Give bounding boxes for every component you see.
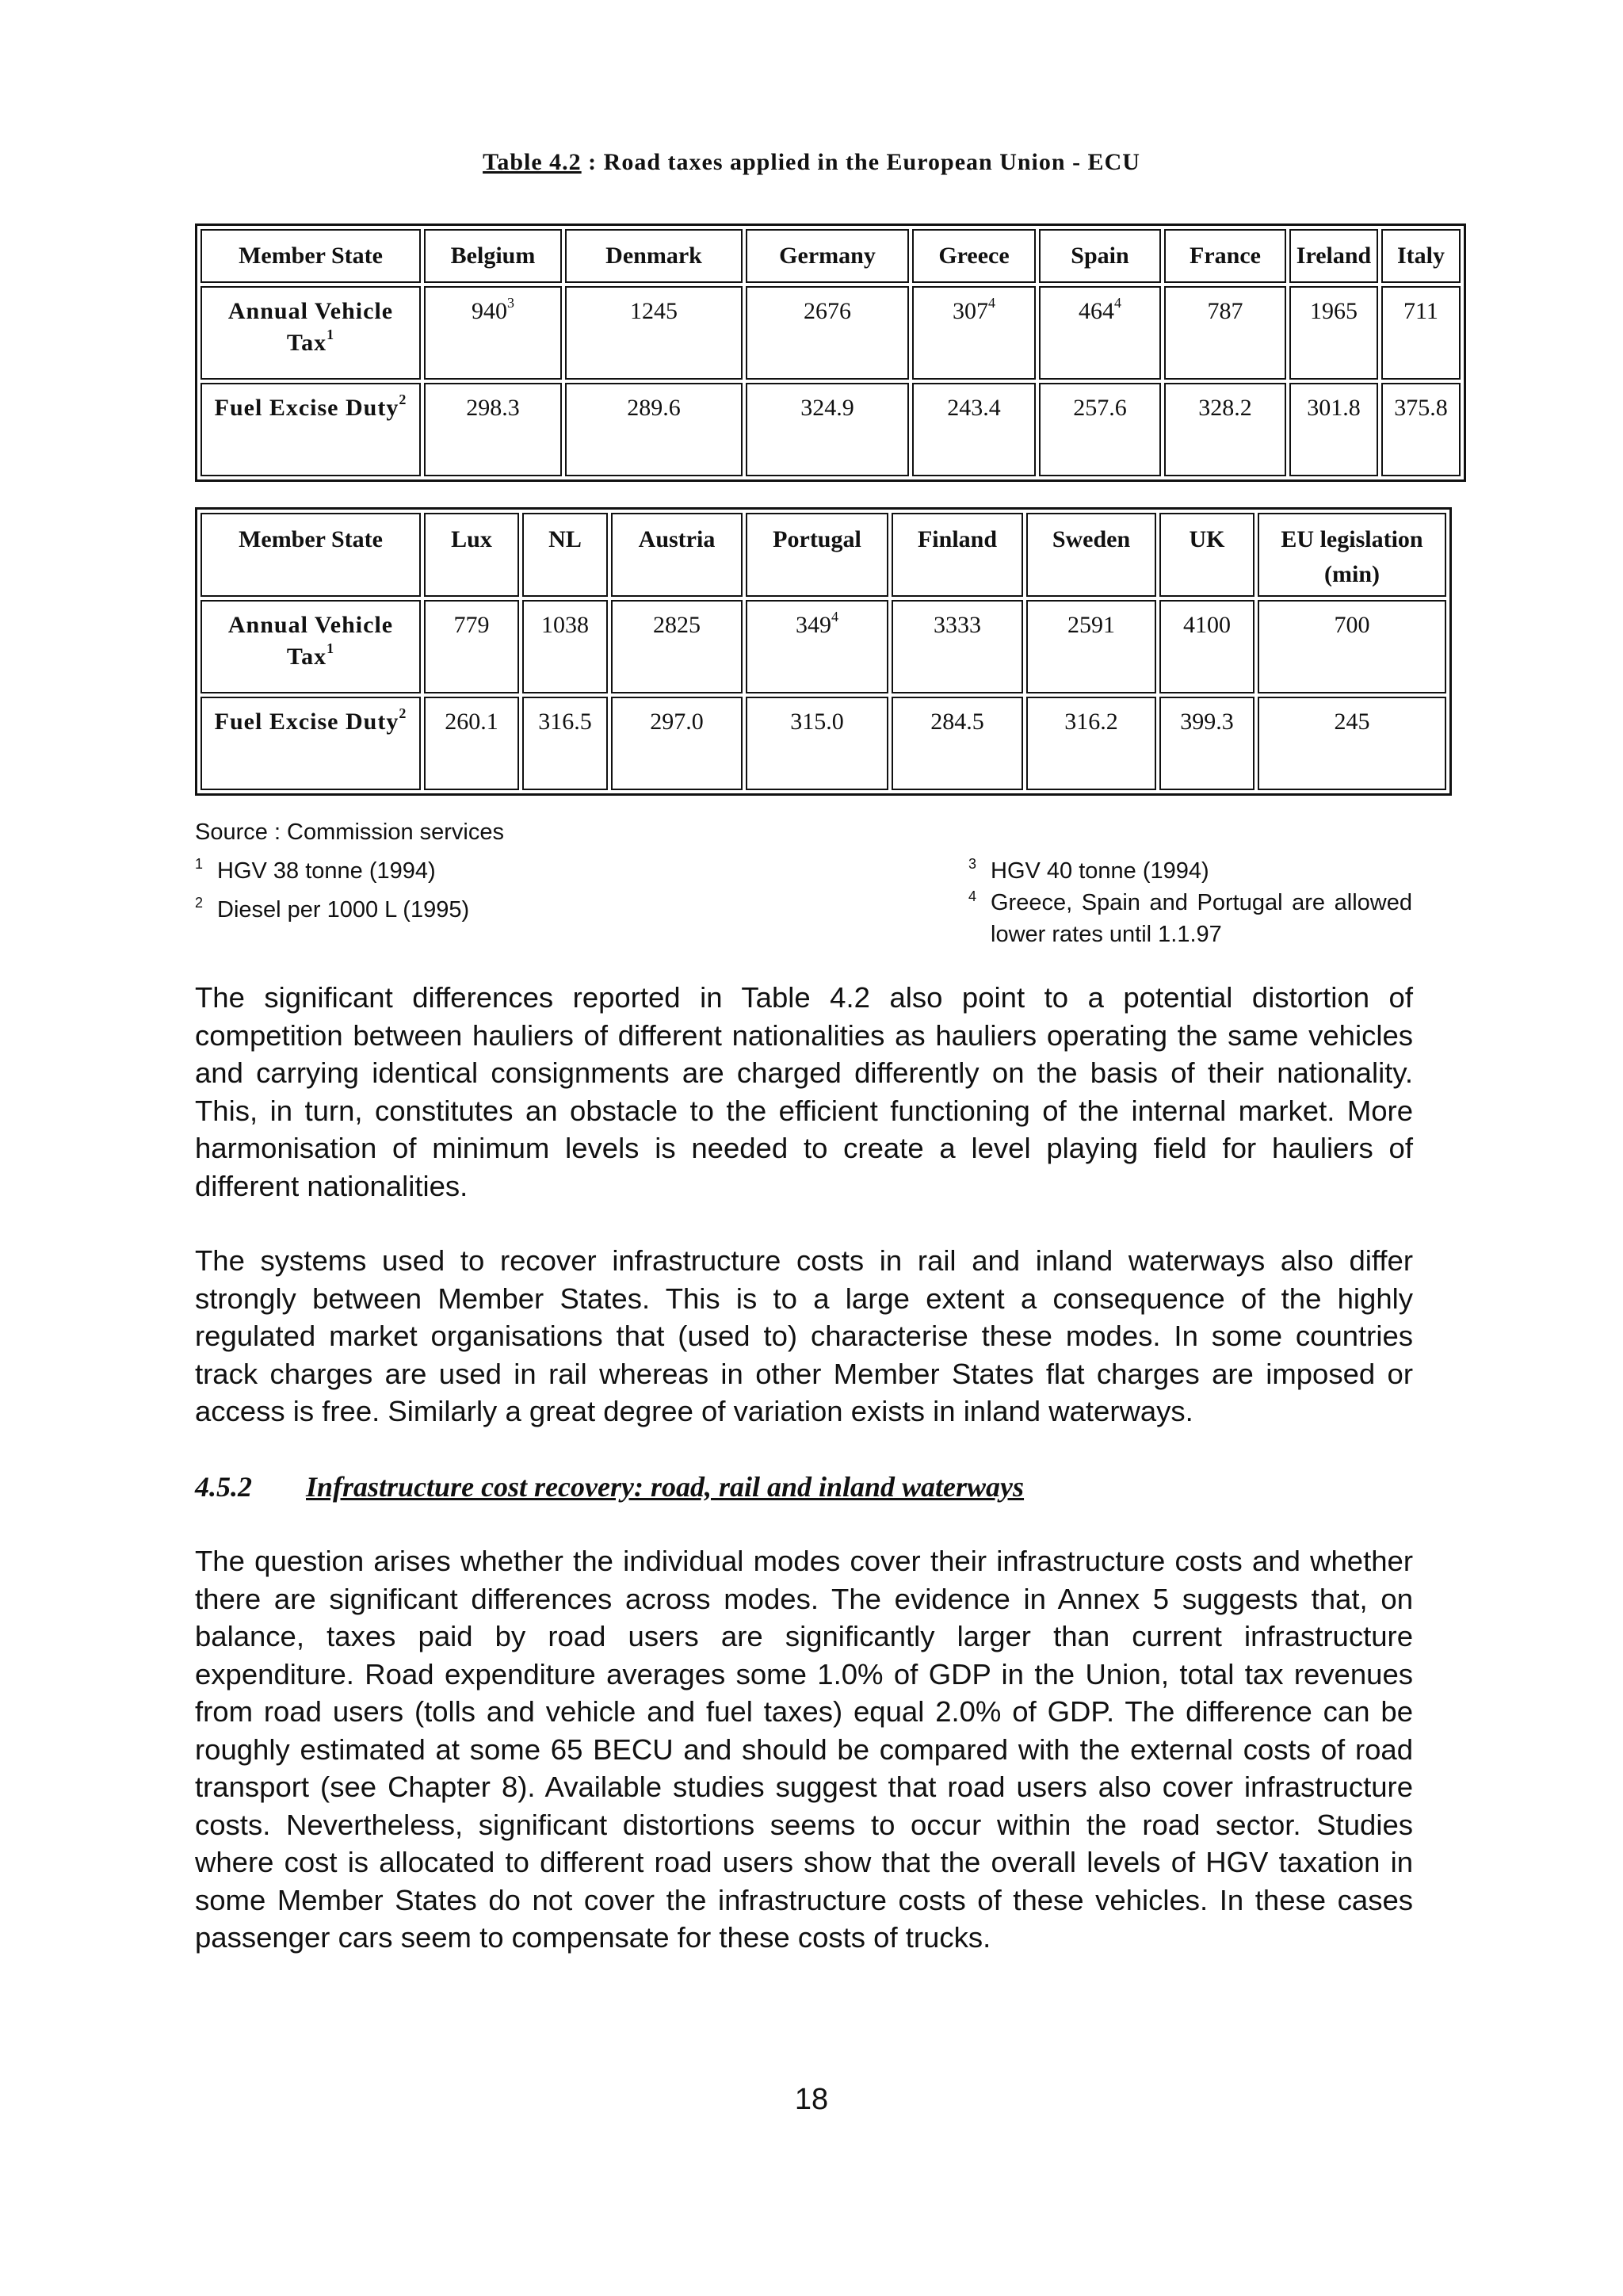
body-paragraph: The systems used to recover infrastructure costs in rail and inland waterways also differ strongly between Member States. This is to a large extent a consequence of the highly regulated market organisations that (used to) characterise these modes. In some countries track charges are used in rail whereas in other Member States flat charges are imposed or access is free. Similarly a great degree of variation exists in inland waterways.	[195, 1244, 1413, 1427]
road-tax-table-2	[195, 507, 1452, 796]
row-label: Fuel Excise Duty$^2$	[200, 383, 421, 476]
table-cell: 297.0	[611, 697, 743, 790]
table2-header-cell: Sweden	[1026, 513, 1156, 597]
table-caption	[0, 149, 1623, 176]
row-label: Fuel Excise Duty$^2$	[200, 697, 421, 790]
road-tax-table-1	[195, 223, 1466, 482]
table-cell: $464^4$	[1039, 286, 1161, 380]
page-number: 18	[794, 2083, 829, 2116]
table-caption-label: Table 4.2	[483, 149, 582, 175]
table-cell: 260.1	[424, 697, 519, 790]
table2-header-row	[200, 513, 1446, 597]
table2-header-cell: EU legislation (min)	[1258, 513, 1446, 597]
table-cell: 700	[1258, 600, 1446, 693]
row-label: Annual Vehicle Tax$^1$	[200, 600, 421, 693]
table2-header-cell: Member State	[200, 513, 421, 597]
footnote-3: 3 HGV 40 tonne (1994)	[968, 856, 1209, 884]
table-cell: 289.6	[565, 383, 743, 476]
table-cell: $307^4$	[912, 286, 1036, 380]
table-cell: 787	[1164, 286, 1286, 380]
table2-annual-vehicle-tax-row	[200, 600, 1446, 693]
table2-header-cell: NL	[522, 513, 608, 597]
table1-header-cell: Greece	[912, 229, 1036, 283]
table2-header-cell: UK	[1159, 513, 1254, 597]
table-cell: 2676	[746, 286, 909, 380]
table-cell: 301.8	[1289, 383, 1378, 476]
table-cell: $349^4$	[746, 600, 888, 693]
table-caption-text: : Road taxes applied in the European Union - ECU	[581, 149, 1140, 175]
table-cell: 316.2	[1026, 697, 1156, 790]
footnote-1: 1 HGV 38 tonne (1994)	[195, 856, 436, 884]
table1-annual-vehicle-tax-row	[200, 286, 1461, 380]
table-cell: 243.4	[912, 383, 1036, 476]
table2-header-cell: Portugal	[746, 513, 888, 597]
table1-header-cell: France	[1164, 229, 1286, 283]
table2-header-cell: Lux	[424, 513, 519, 597]
table-cell: 779	[424, 600, 519, 693]
table-cell: 298.3	[424, 383, 562, 476]
table-cell: 3333	[892, 600, 1023, 693]
table-cell: 2825	[611, 600, 743, 693]
table2-fuel-excise-duty-row	[200, 697, 1446, 790]
table1-header-cell: Germany	[746, 229, 909, 283]
table-cell: 315.0	[746, 697, 888, 790]
table-cell: 257.6	[1039, 383, 1161, 476]
body-paragraph: The question arises whether the individual modes cover their infrastructure costs and whether there are significant differences across modes. The evidence in Annex 5 suggests that, on balance, taxes paid by road users are significantly larger than current infrastructure expenditure. Road expenditure averages some 1.0% of GDP in the Union, total tax revenues from road users (tolls and vehicle and fuel taxes) equal 2.0% of GDP. The difference can be roughly estimated at some 65 BECU and should be compared with the external costs of road transport (see Chapter 8). Available studies suggest that road users also cover infrastructure costs. Nevertheless, significant distortions seems to occur within the road sector. Studies where cost is allocated to different road users show that the overall levels of HGV taxation in some Member States do not cover the infrastructure costs of these vehicles. In these cases passenger cars seem to compensate for these costs of trucks.	[195, 1545, 1413, 1954]
table-cell: 2591	[1026, 600, 1156, 693]
table1-header-cell: Denmark	[565, 229, 743, 283]
table-cell: 1965	[1289, 286, 1378, 380]
body-paragraph: The significant differences reported in Table 4.2 also point to a potential distortion of competition between hauliers of different nationalities as hauliers operating the same vehicles and carrying identical consignments are charged differently on the basis of their nationality. This, in turn, constitutes an obstacle to the efficient functioning of the internal market. More harmonisation of minimum levels is needed to create a level playing field for hauliers of different nationalities.	[195, 981, 1413, 1202]
table-cell: 1038	[522, 600, 608, 693]
row-label: Annual Vehicle Tax$^1$	[200, 286, 421, 380]
table2-header-cell: Austria	[611, 513, 743, 597]
source-note: Source : Commission services	[195, 819, 504, 845]
table-cell: 4100	[1159, 600, 1254, 693]
table-cell: 711	[1381, 286, 1461, 380]
table-cell: 399.3	[1159, 697, 1254, 790]
table-cell: 328.2	[1164, 383, 1286, 476]
table-cell: 245	[1258, 697, 1446, 790]
table2-header-cell: Finland	[892, 513, 1023, 597]
table1-header-cell: Belgium	[424, 229, 562, 283]
table-cell: 324.9	[746, 383, 909, 476]
table1-header-cell: Ireland	[1289, 229, 1378, 283]
table-notes-right	[968, 848, 1412, 950]
table-cell: 1245	[565, 286, 743, 380]
table-cell: 284.5	[892, 697, 1023, 790]
section-heading: 4.5.2 Infrastructure cost recovery: road, rail and inland waterways	[195, 1471, 1025, 1503]
table-cell: $940^3$	[424, 286, 562, 380]
footnote-2: 2 Diesel per 1000 L (1995)	[195, 895, 470, 923]
table-cell: 375.8	[1381, 383, 1461, 476]
footnote-4: 4 Greece, Spain and Portugal are allowed lower rates until 1.1.97	[968, 888, 1412, 947]
table-notes-left	[195, 816, 504, 926]
table1-header-cell: Italy	[1381, 229, 1461, 283]
table1-header-cell: Member State	[200, 229, 421, 283]
table1-fuel-excise-duty-row	[200, 383, 1461, 476]
table1-header-row	[200, 229, 1461, 283]
table-cell: 316.5	[522, 697, 608, 790]
table1-header-cell: Spain	[1039, 229, 1161, 283]
